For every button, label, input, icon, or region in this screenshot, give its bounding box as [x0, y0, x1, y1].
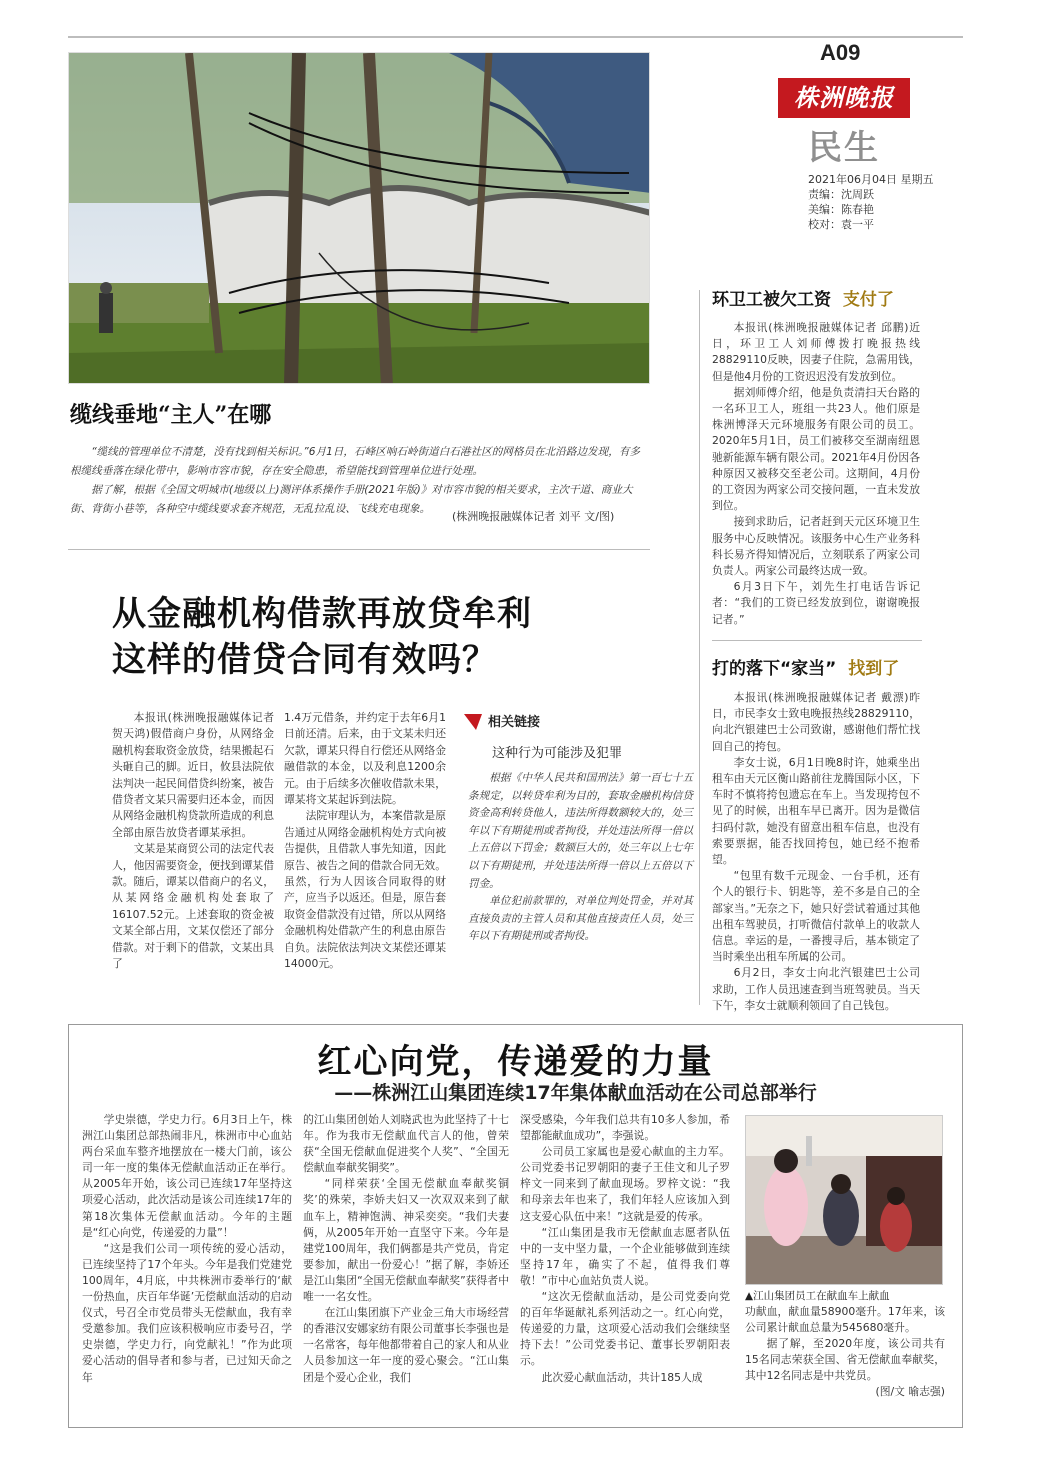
feature-paragraph: 深受感染，今年我们总共有10多人参加，希望都能献血成功”，李强说。	[520, 1113, 730, 1143]
cable-photo	[68, 52, 650, 384]
story1-paragraph: 本报讯(株洲晚报融媒体记者 邱鹏)近日，环卫工人刘师傅拨打晚报热线28829110反映，因妻子住院，急需用钱，但是他4月份的工资迟迟没有发放到位。	[712, 321, 920, 383]
story1-body	[712, 320, 920, 628]
story2-title-main: 打的落下“家当”	[712, 659, 837, 679]
story1-paragraph: 据刘师傅介绍，他是负责清扫天台路的一名环卫工人，班组一共23人。他们原是株洲博泽天元环境服务有限公司的员工。2020年5月1日，员工们被移交至湖南纽恩驰新能源车辆有限公司。2021年4月份因各种原因又被移交至老公司。这期间，4月份的工资因为两家公司交接问题，一直未发放到位。	[712, 385, 920, 513]
photo-story-paragraph: 据了解，根据《全国文明城市(地级以上)测评体系操作手册(2021年版)》对市容市貌的相关要求，主次干道、商业大街、背街小巷等，各种空中缆线要求套齐规范，无乱拉乱设、飞线充电现象。	[70, 484, 633, 515]
feature-paragraph: 功献血，献血量58900毫升。17年来，该公司累计献血总量为545680毫升。	[745, 1305, 945, 1335]
story1-paragraph: 6月3日下午，刘先生打电话告诉记者：“我们的工资已经发放到位，谢谢晚报记者。”	[712, 580, 920, 626]
feature-credit: (图/文 喻志强)	[875, 1385, 945, 1399]
feature-paragraph: 公司员工家属也是爱心献血的主力军。公司党委书记罗朝阳的妻子王佳文和儿子罗梓文一同来到了献血现场。罗梓文说：“我和母亲去年也来了，我们年轻人应该加入到这支爱心队伍中来！”这就是爱的传承。	[520, 1145, 730, 1223]
feature-paragraph: “同样荣获‘全国无偿献血奉献奖铜奖’的殊荣，李娇夫妇又一次双双来到了献血车上，精神饱满、神采奕奕。“我们夫妻俩，从2005年开始一直坚守下来。今年是建党100周年，我们俩都是共产党员，肯定要参加，献出一份爱心！”据了解，李娇还是江山集团“全国无偿献血奉献奖”获得者中唯一一名女性。	[303, 1177, 509, 1304]
main-story-paragraph: 文某是某商贸公司的法定代表人，他因需要资金，便找到谭某借款。随后，谭某以借商户的名义，从某网络金融机构处套取了16107.52元。上述套取的资金被文某全部占用，文某仅偿还了部分借款。对于剩下的借款，文某出具了	[112, 842, 274, 971]
feature-paragraph: 学史崇德，学史力行。6月3日上午，株洲江山集团总部热闹非凡，株洲市中心血站两台采血车整齐地摆放在一楼大门前，该公司一年一度的集体无偿献血活动正在举行。从2005年开始，该公司已连续17年坚持这项爱心活动，此次活动是该公司连续17年的第18次集体无偿献血活动。今年的主题是“红心向党，传递爱的力量”！	[82, 1113, 292, 1239]
main-story-title-line1: 从金融机构借款再放贷牟利	[112, 594, 532, 634]
story2-title	[712, 654, 899, 679]
red-flag-icon	[464, 714, 482, 730]
blood-donation-photo	[745, 1115, 943, 1285]
main-story-paragraph: 法院审理认为，本案借款是原告通过从网络金融机构处方式向被告提供，且借款人事先知道，因此原告、被告之间的借款合同无效。虽然，行为人因该合同取得的财产，应当予以返还。但是，原告套取资金借款没有过错，所以从网络金融机构处借款产生的利息由原告自负。法院依法判决文某偿还谭某14000元。	[284, 809, 446, 971]
feature-paragraph: 的江山集团创始人刘晓武也为此坚持了十七年。作为我市无偿献血代言人的他，曾荣获“全国无偿献血促进奖个人奖”、“全国无偿献血奉献奖铜奖”。	[303, 1113, 509, 1175]
related-link-paragraph: 根据《中华人民共和国刑法》第一百七十五条规定，以转贷牟利为目的，套取金融机构信贷资金高利转贷他人，违法所得数额较大的，处三年以下有期徒刑或者拘役，并处违法所得一倍以上五倍以下罚金；数额巨大的，处三年以上七年以下有期徒刑，并处违法所得一倍以上五倍以下罚金。	[468, 772, 693, 890]
main-story-paragraph: 本报讯(株洲晚报融媒体记者 贺天鸿)假借商户身份，从网络金融机构套取资金放贷，结果搬起石头砸自己的脚。近日，攸县法院依法判决一起民间借贷纠纷案，被告借贷者文某只需要归还本金，而因从网络金融机构贷款所造成的利息全部由原告放贷者谭某承担。	[112, 711, 274, 839]
story2-title-highlight: 找到了	[848, 659, 900, 679]
related-link-label: 相关链接	[488, 715, 541, 730]
story2-paragraph: 6月2日，李女士向北汽银建巴士公司求助，工作人员迅速查到当班驾驶员。当天下午，李女士就顺利领回了自己钱包。	[712, 966, 920, 1012]
issue-date: 2021年06月04日 星期五	[808, 173, 934, 186]
photo-story-divider	[68, 549, 650, 550]
feature-col2	[303, 1112, 509, 1386]
story1-title-highlight: 支付了	[842, 290, 894, 310]
feature-paragraph: 据了解，至2020年度，该公司共有15名同志荣获全国、省无偿献血奉献奖，其中12名同志是中共党员。	[745, 1337, 945, 1383]
story1-title-main: 环卫工被欠工资	[712, 290, 831, 310]
main-story-paragraph: 1.4万元借条，并约定于去年6月1日前还清。后来，由于文某未归还欠款，谭某只得自行偿还从网络金融借款的本金，以及利息1200余元。由于后续多次催收借款未果，谭某将文某起诉到法院。	[284, 711, 446, 807]
related-link-subtitle: 这种行为可能涉及犯罪	[492, 746, 623, 761]
related-link-paragraph: 单位犯前款罪的，对单位判处罚金，并对其直接负责的主管人员和其他直接责任人员，处三年以下有期徒刑或者拘役。	[468, 895, 693, 943]
top-rule	[68, 36, 963, 38]
feature-paragraph: 在江山集团旗下产业金三角大市场经营的香港汉安娜家纺有限公司董事长李强也是一名常客，每年他都带着自己的家人和从业人员参加这一年一度的爱心聚会。“江山集团是个爱心企业，我们	[303, 1306, 509, 1384]
section-title: 民生	[808, 128, 880, 168]
feature-paragraph: “这是我们公司一项传统的爱心活动，已连续坚持了17个年头。今年是我们党建党100周年，4月底，中共株洲市委举行的‘献一份热血，庆百年华诞’无偿献血活动的启动仪式，号召全市党员带头无偿献血，我有幸受邀参加。我们应该积极响应市委号召，学史崇德，学史力行，向党献礼！”作为此项爱心活动的倡导者和参与者，已过知天命之年	[82, 1241, 292, 1384]
right-column-divider	[699, 290, 700, 1005]
main-story-col1	[112, 710, 274, 973]
feature-paragraph: 此次爱心献血活动，共计185人成	[541, 1370, 703, 1384]
story2-paragraph: 本报讯(株洲晚报融媒体记者 戴漂)昨日，市民李女士致电晚报热线28829110，向北汽银建巴士公司致谢，感谢他们帮忙找回自己的挎包。	[712, 691, 920, 753]
photo-story-paragraph: “缆线的管理单位不清楚，没有找到相关标识。”6月1日，石峰区响石岭街道白石港社区的网格员在北沿路边发现，有多根缆线垂落在绿化带中，影响市容市貌，存在安全隐患，希望能找到管理单位进行处理。	[70, 446, 641, 477]
story1-paragraph: 接到求助后，记者赶到天元区环境卫生服务中心反映情况。该服务中心生产业务科科长易齐得知情况后，立刻联系了两家公司负责人。两家公司最终达成一致。	[712, 515, 920, 578]
blood-donation-photo-caption: ▲江山集团员工在献血车上献血	[745, 1290, 890, 1302]
photo-story-title: 缆线垂地“主人”在哪	[70, 402, 272, 428]
designer-credit: 美编：陈春艳	[808, 203, 874, 216]
photo-story-credit: (株洲晚报融媒体记者 刘平 文/图)	[452, 510, 615, 523]
feature-paragraph: “这次无偿献血活动，是公司党委向党的百年华诞献礼系列活动之一。红心向党，传递爱的力量，这项爱心活动我们会继续坚持下去！”公司党委书记、董事长罗朝阳表示。	[520, 1290, 730, 1368]
main-story-col2	[284, 710, 446, 973]
feature-col1	[82, 1112, 292, 1386]
feature-subtitle: ——株洲江山集团连续17年集体献血活动在公司总部举行	[334, 1082, 817, 1104]
main-story-title-line2: 这样的借贷合同有效吗？	[112, 640, 497, 680]
editor-credit: 责编：沈周跃	[808, 188, 874, 201]
proofreader-credit: 校对：袁一平	[808, 218, 874, 231]
newspaper-logo: 株洲晚报	[778, 78, 910, 118]
story2-body	[712, 690, 920, 1014]
story2-paragraph: “包里有数千元现金、一台手机，还有个人的银行卡、钥匙等，差不多是自己的全部家当。”无奈之下，她只好尝试着通过其他出租车驾驶员，打听微信付款单上的收款人信息。幸运的是，一番搜寻后，基本锁定了当时乘坐出租车所属的公司。	[712, 869, 920, 964]
right-story-divider	[712, 640, 922, 641]
story1-title	[712, 285, 894, 310]
feature-title: 红心向党，传递爱的力量	[317, 1042, 714, 1082]
page-number: A09	[820, 40, 861, 65]
related-link-body	[468, 770, 693, 946]
feature-col4	[745, 1304, 945, 1401]
story2-paragraph: 李女士说，6月1日晚8时许，她乘坐出租车由天元区衡山路前往龙腾国际小区，下车时不慎将挎包遗忘在车上。当发现挎包不见了的时候，出租车早已离开。因为是微信扫码付款，她没有留意出租车信息，也没有索要票据，能否找回挎包，她已经不抱希望。	[712, 755, 920, 867]
feature-paragraph: “江山集团是我市无偿献血志愿者队伍中的一支中坚力量，一个企业能够做到连续坚持17年，确实了不起，值得我们尊敬！”市中心血站负责人说。	[520, 1225, 730, 1287]
feature-col3	[520, 1112, 730, 1386]
